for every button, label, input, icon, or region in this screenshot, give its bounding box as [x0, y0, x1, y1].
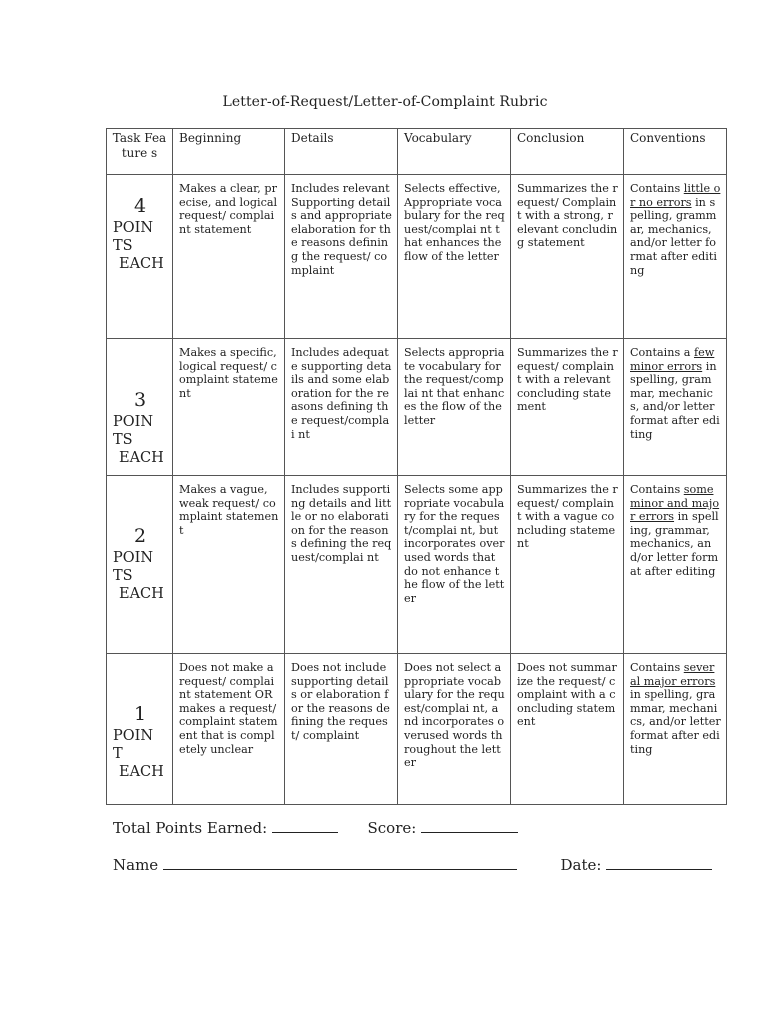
conventions-pre: Contains [630, 483, 684, 496]
details-cell: Does not include supporting details or elaboration for the reasons defining the request/ complaint [285, 654, 398, 805]
table-row [107, 339, 727, 476]
beginning-cell: Does not make a request/ complaint statement OR makes a request/ complaint statement that is completely unclear [173, 654, 285, 805]
beginning-cell: Makes a vague, weak request/ complaint statement [173, 476, 285, 654]
conclusion-cell: Summarizes the request/ Complaint with a strong, relevant concluding statement [511, 175, 624, 339]
header-conventions: Conventions [624, 129, 727, 175]
vocabulary-cell: Selects effective, Appropriate vocabulary for the request/complai nt that enhances the flow of the letter [398, 175, 511, 339]
points-number: 1 [133, 703, 147, 725]
details-cell: Includes adequate supporting details and some elaboration for the reasons defining the request/complai nt [285, 339, 398, 476]
header-details: Details [285, 129, 398, 175]
conventions-pre: Contains [630, 182, 684, 195]
vocabulary-cell: Does not select appropriate vocabulary for the request/complai nt, and incorporates overused words throughout the letter [398, 654, 511, 805]
beginning-cell: Makes a clear, precise, and logical request/ complaint statement [173, 175, 285, 339]
header-beginning: Beginning [173, 129, 285, 175]
total-points-blank[interactable] [272, 818, 338, 833]
header-vocabulary: Vocabulary [398, 129, 511, 175]
points-cell [107, 175, 173, 339]
conventions-emphasis: several major errors [630, 661, 716, 688]
total-points-line [113, 818, 518, 837]
date-label: Date: [560, 856, 602, 874]
rubric-table [106, 128, 727, 805]
name-blank[interactable] [163, 855, 517, 870]
date-blank[interactable] [606, 855, 712, 870]
conventions-cell [624, 476, 727, 654]
conventions-post: in spelling, grammar, mechanics, and/or letter format after editing [630, 688, 721, 756]
table-row [107, 654, 727, 805]
conventions-post: in spelling, grammar, mechanics, and/or letter format after editing [630, 510, 719, 578]
vocabulary-cell: Selects some appropriate vocabulary for the request/complai nt, but incorporates overused words that do not enhance the flow of the letter [398, 476, 511, 654]
details-cell: Includes relevant Supporting details and appropriate elaboration for the reasons defining the request/ complaint [285, 175, 398, 339]
points-number: 2 [133, 525, 147, 547]
total-points-label: Total Points Earned: [113, 819, 268, 837]
name-date-line [113, 855, 713, 874]
details-cell: Includes supporting details and little or no elaboration for the reasons defining the request/complai nt [285, 476, 398, 654]
points-cell [107, 476, 173, 654]
name-label: Name [113, 856, 159, 874]
points-number: 4 [133, 195, 147, 217]
conventions-post: in spelling, grammar, mechanics, and/or letter format after editing [630, 359, 720, 441]
score-blank[interactable] [421, 818, 518, 833]
conclusion-cell: Summarizes the request/ complaint with a relevant concluding statement [511, 339, 624, 476]
header-conclusion: Conclusion [511, 129, 624, 175]
table-row [107, 175, 727, 339]
points-each: EACH [119, 586, 164, 602]
conventions-cell [624, 175, 727, 339]
conventions-pre: Contains [630, 661, 684, 674]
conclusion-cell: Summarizes the request/ complaint with a vague concluding statement [511, 476, 624, 654]
points-each: EACH [119, 256, 164, 272]
points-word: POIN TS [113, 550, 154, 584]
table-row [107, 476, 727, 654]
page-title: Letter-of-Request/Letter-of-Complaint Rubric [222, 94, 548, 110]
points-cell [107, 654, 173, 805]
points-cell [107, 339, 173, 476]
conventions-emphasis: few minor errors [630, 346, 715, 373]
conventions-cell [624, 654, 727, 805]
score-label: Score: [367, 819, 417, 837]
vocabulary-cell: Selects appropriate vocabulary for the request/complai nt that enhances the flow of the letter [398, 339, 511, 476]
conclusion-cell: Does not summarize the request/ complaint with a concluding statement [511, 654, 624, 805]
conventions-pre: Contains a [630, 346, 694, 359]
beginning-cell: Makes a specific, logical request/ complaint statement [173, 339, 285, 476]
points-word: POIN TS [113, 414, 154, 448]
conventions-cell [624, 339, 727, 476]
points-number: 3 [133, 389, 147, 411]
points-word: POIN T [113, 728, 154, 762]
header-task-feature: Task Feature s [107, 129, 173, 175]
conventions-emphasis: little or no errors [630, 182, 721, 209]
conventions-emphasis: some minor and major errors [630, 483, 720, 524]
points-each: EACH [119, 450, 164, 466]
header-row [107, 129, 727, 175]
points-each: EACH [119, 764, 164, 780]
conventions-post: in spelling, grammar, mechanics, and/or letter format after editing [630, 195, 717, 277]
points-word: POIN TS [113, 220, 154, 254]
